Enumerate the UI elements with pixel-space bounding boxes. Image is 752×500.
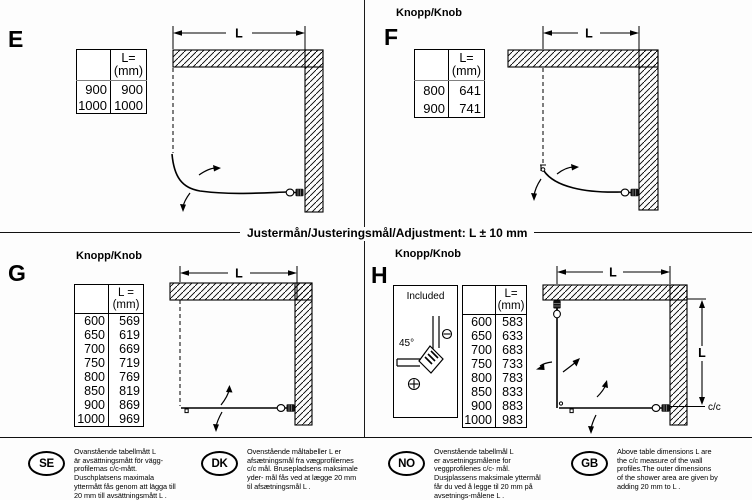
length-header-symbol: L= [121, 51, 136, 65]
right-wall [670, 285, 687, 425]
table-cell: 1000 [77, 97, 111, 114]
language-badge-no: NO [388, 451, 425, 476]
table-cell: 769 [119, 370, 140, 385]
included-parts-box [393, 285, 458, 418]
diagram-h [535, 262, 747, 435]
table-row [77, 97, 147, 114]
table-cell: 800 [75, 370, 109, 384]
text-line: Duschplatsens maximala [74, 473, 155, 483]
table-row [463, 329, 527, 343]
table-cell: 783 [502, 371, 523, 386]
table-row [463, 371, 527, 385]
text-line: avsetnings-målene L . [434, 490, 505, 500]
length-column-header [496, 286, 527, 315]
knob-icon [621, 189, 638, 196]
right-wall [639, 50, 658, 210]
dim-label-l-side: L [698, 346, 706, 360]
table-row [75, 384, 144, 398]
text-line: afsætningsmål fra vægprofilernes [247, 455, 354, 465]
corner-bracket-drawing [394, 286, 457, 417]
table-cell: 900 [77, 81, 111, 98]
dim-label-l: L [235, 266, 243, 281]
table-cell: 650 [75, 328, 109, 342]
swing-arrows [180, 165, 221, 212]
walls [508, 50, 658, 210]
table-cell: 819 [119, 384, 140, 399]
table-cell: 650 [463, 329, 496, 343]
knob-icon-vertical [553, 301, 560, 318]
table-cell: 700 [75, 342, 109, 356]
panel-letter-g: G [8, 260, 26, 286]
length-header-unit: (mm) [451, 64, 482, 79]
text-line: Ovanstående tabellmått L [74, 447, 156, 456]
table-cell: 619 [119, 328, 140, 343]
table-cell: 641 [459, 82, 481, 98]
table-cell: 600 [463, 315, 496, 330]
language-text-se [74, 448, 176, 500]
swing-arrows [531, 164, 579, 201]
table-cell: 800 [463, 371, 496, 385]
length-column-header [111, 50, 147, 81]
knob-icon [277, 404, 294, 411]
table-row [415, 99, 485, 118]
plus-screw-icon [409, 379, 420, 390]
table-cell: 669 [119, 342, 140, 357]
table-row [463, 385, 527, 399]
panel-letter-e: E [8, 26, 24, 52]
swing-arrows [536, 358, 608, 434]
dim-label-l: L [585, 26, 593, 41]
diagram-e [160, 22, 330, 220]
text-line: är avsättningsmått för vägg- [74, 455, 164, 465]
text-line: Above table dimensions L are [617, 447, 712, 456]
included-label: Included [406, 291, 445, 302]
text-line: Ovenstående måltabeller L er [247, 447, 342, 456]
table-cell: 900 [463, 399, 496, 413]
table-row [75, 370, 144, 384]
door-foot [570, 409, 573, 413]
length-column-header [449, 50, 485, 81]
table-cell: 733 [502, 357, 523, 372]
walls [173, 50, 323, 212]
table-row [75, 314, 144, 329]
table-row [75, 342, 144, 356]
panel-h-heading: Knopp/Knob [395, 248, 461, 260]
divider-line [534, 232, 752, 233]
vertical-profile [433, 316, 439, 350]
dimension-table-g [74, 284, 144, 427]
table-cell: 969 [119, 412, 140, 427]
knob-icon [652, 404, 669, 411]
size-column-header [75, 285, 109, 314]
walls [170, 283, 312, 425]
panel-letter-f: F [384, 24, 399, 50]
text-line: til afsætningsmål L . [247, 481, 311, 491]
table-header-row [415, 50, 485, 81]
size-column-header [415, 50, 449, 81]
table-cell: 850 [75, 384, 109, 398]
table-cell: 869 [119, 398, 140, 413]
knob-icon [286, 189, 303, 196]
language-badge-gb: GB [571, 451, 608, 476]
language-badge-dk: DK [201, 451, 238, 476]
table-row [463, 357, 527, 371]
panel-letter-h: H [371, 262, 388, 288]
language-text-gb [617, 448, 718, 492]
top-vertical-divider [364, 0, 365, 227]
dim-label-l: L [235, 26, 243, 41]
table-row [463, 399, 527, 413]
table-cell: 983 [502, 413, 523, 428]
curved-door-panel [172, 154, 286, 193]
footer-separator [0, 437, 752, 438]
dimension-table-h [462, 285, 527, 428]
language-text-dk [247, 448, 358, 492]
minus-screw-icon [443, 330, 452, 339]
text-line: of the shower area are given by [617, 473, 718, 483]
language-badge-se: SE [28, 451, 65, 476]
table-cell: 719 [119, 356, 140, 371]
table-cell: 750 [75, 356, 109, 370]
text-line: veggprofilenes c/c- mål. [434, 464, 510, 474]
right-wall [295, 283, 312, 425]
length-header-symbol: L = [118, 287, 134, 299]
table-cell: 900 [415, 99, 449, 118]
length-header-unit: (mm) [497, 300, 525, 313]
table-row [75, 356, 144, 370]
divider-line [0, 232, 240, 233]
diagram-g [165, 262, 330, 432]
table-cell: 883 [502, 399, 523, 414]
table-cell: 750 [463, 357, 496, 371]
length-header-symbol: L= [459, 51, 474, 65]
bottom-vertical-divider [364, 241, 365, 437]
diagram-f [500, 22, 668, 218]
table-row [463, 315, 527, 330]
table-row [75, 328, 144, 342]
top-wall [170, 283, 312, 300]
dimension-table-e [76, 49, 147, 114]
length-header-unit: (mm) [113, 64, 144, 79]
walls [543, 285, 687, 425]
table-row [415, 81, 485, 100]
language-block-no [388, 448, 541, 500]
text-line: profiles.The outer dimensions [617, 464, 712, 474]
hinge-pin [559, 402, 562, 405]
dimension-table-f [414, 49, 485, 118]
table-row [75, 398, 144, 412]
language-block-gb [571, 448, 718, 492]
right-wall [305, 50, 323, 212]
dim-label-l: L [609, 265, 617, 280]
text-line: adding 20 mm to L . [617, 481, 681, 491]
table-cell: 900 [121, 81, 143, 97]
top-wall [508, 50, 658, 67]
table-row [463, 413, 527, 428]
top-wall [173, 50, 323, 67]
table-cell: 800 [415, 81, 449, 100]
table-cell: 583 [502, 315, 523, 330]
table-row [75, 412, 144, 427]
text-line: 20 mm till avsättningsmått L . [74, 490, 167, 500]
panel-f-heading: Knopp/Knob [396, 7, 462, 19]
table-cell: 1000 [463, 413, 496, 428]
door-foot [185, 409, 188, 413]
hinge-icon [540, 165, 546, 171]
language-block-dk [201, 448, 358, 492]
text-line: Ovenstående tabellmål L [434, 447, 514, 456]
text-line: c/c mål. Brusepladsens maksimale [247, 464, 358, 474]
table-cell: 633 [502, 329, 523, 344]
text-line: yttermått fås genom att lägga till [74, 481, 176, 491]
table-cell: 683 [502, 343, 523, 358]
length-header-unit: (mm) [112, 299, 140, 312]
text-line: får du ved å legge til 20 mm på [434, 481, 533, 491]
top-wall [543, 285, 687, 300]
language-block-se [28, 448, 176, 500]
length-header-symbol: L= [504, 288, 518, 300]
panel-g-heading: Knopp/Knob [76, 250, 142, 262]
horizontal-profile [397, 359, 421, 366]
length-column-header [109, 285, 144, 314]
table-cell: 569 [119, 314, 140, 329]
angle-label: 45° [399, 338, 415, 349]
text-line: er avsetningsmålene for [434, 455, 511, 465]
curved-door-panel [544, 171, 621, 192]
table-cell: 1000 [75, 412, 109, 427]
table-header-row [75, 285, 144, 314]
adjustment-label: Justermån/Justeringsmål/Adjustment: L ± 10 mm [247, 225, 528, 240]
table-cell: 833 [502, 385, 523, 400]
size-column-header [77, 50, 111, 81]
table-cell: 1000 [114, 97, 143, 113]
table-row [77, 81, 147, 98]
text-line: the c/c measure of the wall [617, 455, 703, 465]
text-line: profilernas c/c-mått. [74, 464, 138, 474]
table-cell: 900 [75, 398, 109, 412]
table-cell: 700 [463, 343, 496, 357]
adjustment-divider [0, 226, 752, 239]
text-line: Dusjplassens maksimale yttermål [434, 473, 541, 483]
text-line: yder- mål fås ved at lægge 20 mm [247, 473, 357, 483]
table-cell: 850 [463, 385, 496, 399]
dimension-l-top [557, 266, 670, 285]
table-cell: 741 [459, 100, 481, 116]
angled-connector [419, 346, 443, 373]
table-row [463, 343, 527, 357]
table-header-row [77, 50, 147, 81]
cc-label: c/c [708, 402, 721, 413]
table-cell: 600 [75, 314, 109, 329]
size-column-header [463, 286, 496, 315]
table-header-row [463, 286, 527, 315]
language-text-no [434, 448, 541, 500]
